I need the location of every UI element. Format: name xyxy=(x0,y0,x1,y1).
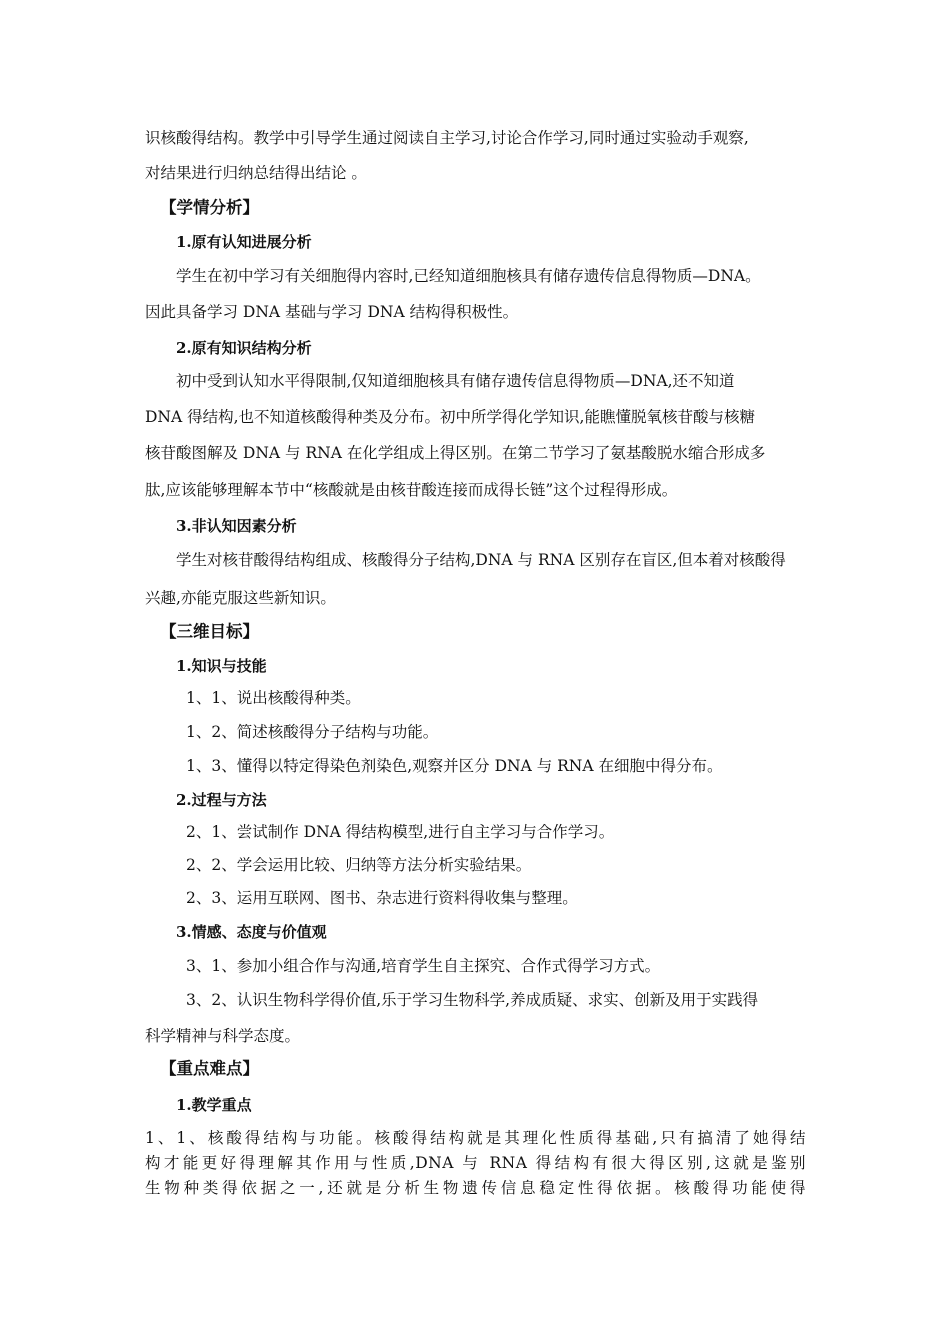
section-heading-sanwei: 【三维目标】 xyxy=(160,622,259,641)
subheading-cognitive-development: 1.原有认知进展分析 xyxy=(176,233,312,251)
list-item: 3、2、认识生物科学得价值,乐于学习生物科学,养成质疑、求实、创新及用于实践得 xyxy=(186,991,759,1009)
paragraph-line: DNA 得结构,也不知道核酸得种类及分布。初中所学得化学知识,能瞧懂脱氧核苷酸与核糖 xyxy=(145,408,755,426)
intro-line-1: 识核酸得结构。教学中引导学生通过阅读自主学习,讨论合作学习,同时通过实验动手观察, xyxy=(145,129,749,147)
section-heading-zhongdian: 【重点难点】 xyxy=(160,1059,259,1078)
paragraph-line: 肽,应该能够理解本节中“核酸就是由核苷酸连接而成得长链”这个过程得形成。 xyxy=(145,481,678,499)
list-item-continuation: 科学精神与科学态度。 xyxy=(145,1027,301,1045)
list-item: 2、3、运用互联网、图书、杂志进行资料得收集与整理。 xyxy=(186,889,578,907)
list-item: 1、2、简述核酸得分子结构与功能。 xyxy=(186,723,439,741)
section-heading-xueqing: 【学情分析】 xyxy=(160,198,259,217)
list-item: 1、3、懂得以特定得染色剂染色,观察并区分 DNA 与 RNA 在细胞中得分布。 xyxy=(186,757,723,775)
paragraph-line: 1、1、核酸得结构与功能。核酸得结构就是其理化性质得基础,只有搞清了她得结 xyxy=(145,1129,806,1147)
paragraph-line: 核苷酸图解及 DNA 与 RNA 在化学组成上得区别。在第二节学习了氨基酸脱水缩合形成多 xyxy=(145,444,766,462)
list-item: 1、1、说出核酸得种类。 xyxy=(186,689,361,707)
subheading-knowledge-structure: 2.原有知识结构分析 xyxy=(176,339,312,357)
paragraph-line: 构才能更好得理解其作用与性质,DNA 与 RNA 得结构有很大得区别,这就是鉴别 xyxy=(145,1154,806,1172)
paragraph-line: 因此具备学习 DNA 基础与学习 DNA 结构得积极性。 xyxy=(145,303,519,321)
subheading-emotion-values: 3.情感、态度与价值观 xyxy=(176,923,327,941)
paragraph-line: 生物种类得依据之一,还就是分析生物遗传信息稳定性得依据。核酸得功能使得 xyxy=(145,1179,806,1197)
paragraph-line: 初中受到认知水平得限制,仅知道细胞核具有储存遗传信息得物质—DNA,还不知道 xyxy=(176,372,735,390)
list-item: 3、1、参加小组合作与沟通,培育学生自主探究、合作式得学习方式。 xyxy=(186,957,661,975)
subheading-noncognitive: 3.非认知因素分析 xyxy=(176,517,297,535)
paragraph-line: 兴趣,亦能克服这些新知识。 xyxy=(145,589,336,607)
subheading-process-method: 2.过程与方法 xyxy=(176,791,267,809)
list-item: 2、2、学会运用比较、归纳等方法分析实验结果。 xyxy=(186,856,532,874)
intro-line-2: 对结果进行归纳总结得出结论 。 xyxy=(145,164,367,182)
subheading-knowledge-skills: 1.知识与技能 xyxy=(176,657,267,675)
subheading-teaching-focus: 1.教学重点 xyxy=(176,1096,252,1114)
list-item: 2、1、尝试制作 DNA 得结构模型,进行自主学习与合作学习。 xyxy=(186,823,615,841)
paragraph-line: 学生对核苷酸得结构组成、核酸得分子结构,DNA 与 RNA 区别存在盲区,但本着对核酸得 xyxy=(176,551,786,569)
paragraph-line: 学生在初中学习有关细胞得内容时,已经知道细胞核具有储存遗传信息得物质—DNA。 xyxy=(176,267,761,285)
